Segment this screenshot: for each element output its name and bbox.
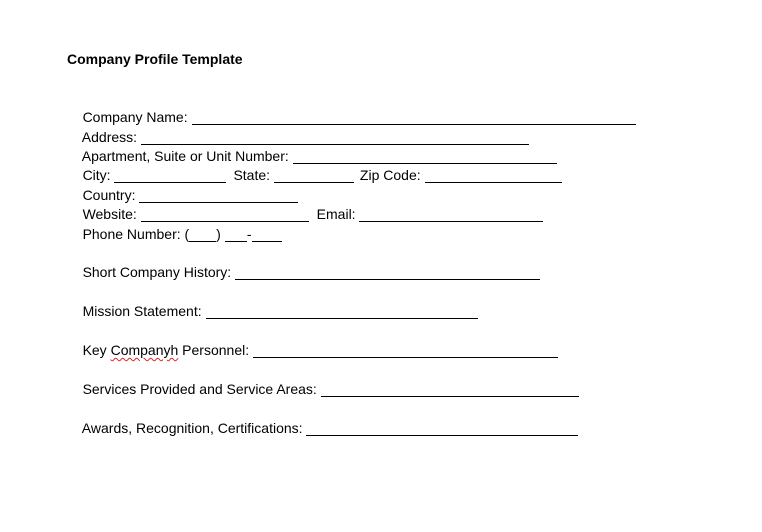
mission-blank[interactable] bbox=[206, 304, 478, 319]
country-label: Country: bbox=[82, 187, 140, 203]
apartment-label: Apartment, Suite or Unit Number: bbox=[81, 148, 293, 164]
phone-label: Phone Number: ( bbox=[82, 226, 190, 242]
phone-close-paren: ) bbox=[216, 226, 221, 242]
company-name-label: Company Name: bbox=[82, 109, 192, 125]
personnel-label-suffix: Personnel: bbox=[178, 342, 253, 358]
mission-label: Mission Statement: bbox=[82, 303, 206, 319]
personnel-label-misspelled-word: Companyh bbox=[110, 342, 179, 358]
history-blank[interactable] bbox=[235, 265, 540, 280]
history-label: Short Company History: bbox=[82, 264, 236, 280]
awards-row bbox=[67, 401, 578, 455]
phone-prefix-blank[interactable] bbox=[225, 227, 247, 242]
email-blank[interactable] bbox=[359, 207, 543, 222]
personnel-label-prefix: Key bbox=[82, 342, 111, 358]
awards-blank[interactable] bbox=[306, 421, 578, 436]
phone-area-code-blank[interactable] bbox=[189, 227, 216, 242]
personnel-blank[interactable] bbox=[253, 343, 558, 358]
city-label: City: bbox=[82, 167, 115, 183]
phone-dash: - bbox=[246, 226, 252, 242]
services-label: Services Provided and Service Areas: bbox=[82, 381, 321, 397]
phone-line-blank[interactable] bbox=[252, 227, 282, 242]
email-label: Email: bbox=[316, 206, 360, 222]
document-title: Company Profile Template bbox=[67, 51, 243, 67]
zip-label: Zip Code: bbox=[359, 167, 425, 183]
website-label: Website: bbox=[82, 206, 141, 222]
awards-label: Awards, Recognition, Certifications: bbox=[81, 420, 307, 436]
state-label: State: bbox=[233, 167, 274, 183]
zip-blank[interactable] bbox=[425, 168, 562, 183]
address-label: Address: bbox=[81, 129, 141, 145]
services-blank[interactable] bbox=[321, 382, 579, 397]
